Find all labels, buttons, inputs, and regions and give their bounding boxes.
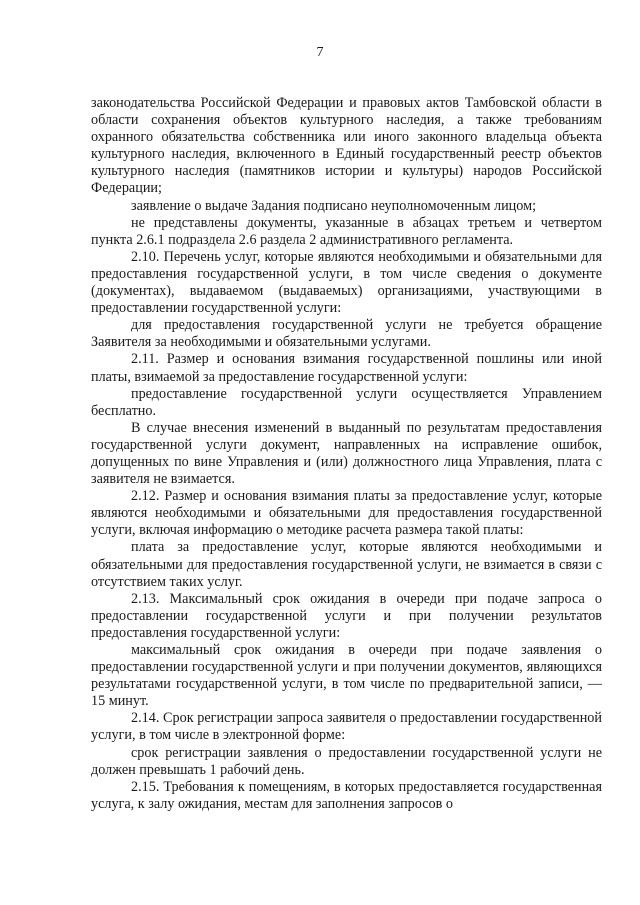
page-number: 7: [316, 45, 324, 60]
section-paragraph: 2.12. Размер и основания взимания платы за предоставление услуг, которые являются необходимыми и обязательными для предоставления государственной услуги, включая информацию о методике расчета размера такой платы:: [91, 488, 602, 539]
paragraph: предоставление государственной услуги осуществляется Управлением бесплатно.: [91, 385, 602, 419]
paragraph: максимальный срок ожидания в очереди при подаче заявления о предоставлении государственной услуги и при получении документов, являющихся результатами государственной услуги, в том числе по предварительной записи, — 15 минут.: [91, 642, 602, 710]
paragraph: срок регистрации заявления о предоставлении государственной услуги не должен превышать 1 рабочий день.: [91, 744, 602, 778]
paragraph: плата за предоставление услуг, которые являются необходимыми и обязательными для предоставления государственной услуги, не взимается в связи с отсутствием таких услуг.: [91, 539, 602, 590]
paragraph: не представлены документы, указанные в абзацах третьем и четвертом пункта 2.6.1 подраздела 2.6 раздела 2 административного регламента.: [91, 214, 602, 248]
paragraph: законодательства Российской Федерации и правовых актов Тамбовской области в области сохранения объектов культурного наследия, а также требованиям охранного обязательства собственника или иного законного владельца объекта культурного наследия, включенного в Единый государственный реестр объектов культурного наследия (памятников истории и культуры) народов Российской Федерации;: [91, 95, 602, 197]
document-body: [91, 95, 602, 813]
section-paragraph: 2.14. Срок регистрации запроса заявителя о предоставлении государственной услуги, в том числе в электронной форме:: [91, 710, 602, 744]
paragraph: заявление о выдаче Задания подписано неуполномоченным лицом;: [131, 197, 537, 214]
section-paragraph: 2.15. Требования к помещениям, в которых предоставляется государственная услуга, к залу ожидания, местам для заполнения запросов о: [91, 778, 602, 812]
section-paragraph: 2.10. Перечень услуг, которые являются необходимыми и обязательными для предоставления государственной услуги, в том числе сведения о документе (документах), выдаваемом (выдаваемых) организациями, участвующими в предоставлении государственной услуги:: [91, 248, 602, 317]
section-paragraph: 2.11. Размер и основания взимания государственной пошлины или иной платы, взимаемой за предоставление государственной услуги:: [91, 351, 602, 385]
paragraph: для предоставления государственной услуги не требуется обращение Заявителя за необходимыми и обязательными услугами.: [91, 317, 602, 351]
paragraph: В случае внесения изменений в выданный по результатам предоставления государственной услуги документ, направленных на исправление ошибок, допущенных по вине Управления и (или) должностного лица Управления, плата с заявителя не взимается.: [91, 419, 602, 488]
section-paragraph: 2.13. Максимальный срок ожидания в очереди при подаче запроса о предоставлении государственной услуги и при получении результатов предоставления государственной услуги:: [91, 590, 602, 641]
